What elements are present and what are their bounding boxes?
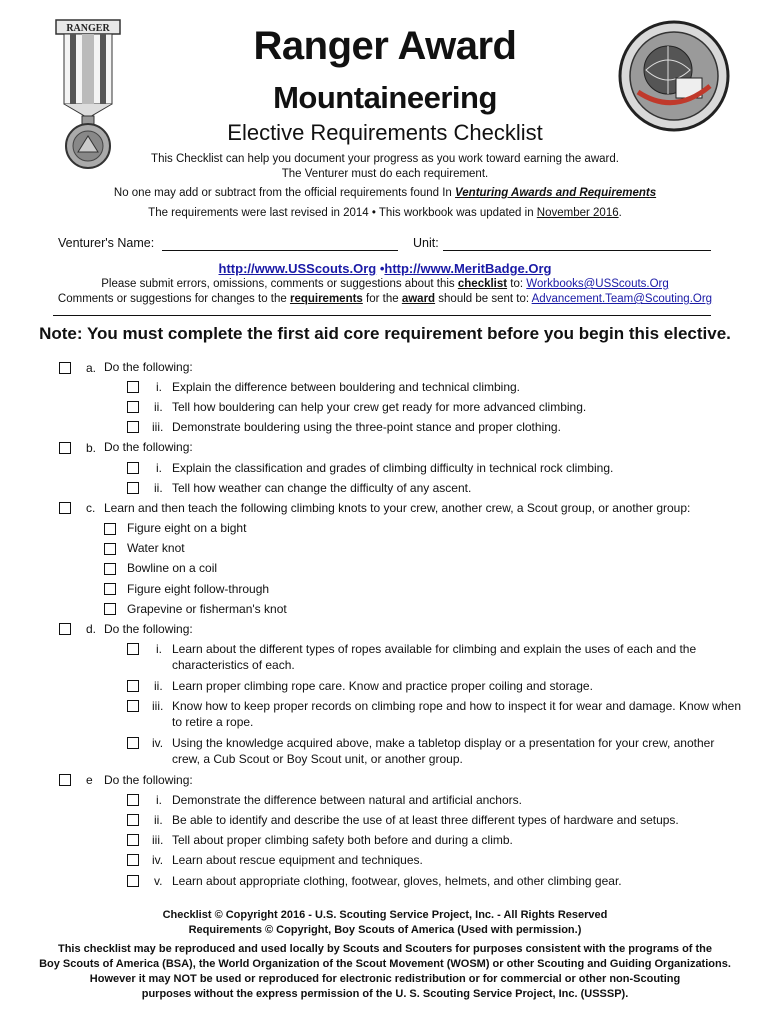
- req-b-ii-text: Tell how weather can change the difficulty of any ascent.: [172, 481, 472, 495]
- checkbox-req-d[interactable]: [59, 623, 71, 635]
- footer-copyright-2: Requirements © Copyright, Boy Scouts of America (Used with permission.): [188, 924, 582, 936]
- req-c-text: Learn and then teach the following climbing knots to your crew, another crew, a Scout group, or another group:: [104, 501, 691, 515]
- checkbox-req-e-iv[interactable]: [127, 854, 139, 866]
- knot-1-text: Figure eight on a bight: [127, 521, 247, 535]
- req-d-ii-text: Learn proper climbing rope care. Know and practice proper coiling and storage.: [172, 679, 593, 693]
- req-d-i-text-cont: characteristics of each.: [172, 658, 295, 672]
- meritbadge-link[interactable]: http://www.MeritBadge.Org: [384, 261, 552, 276]
- checkbox-knot-1[interactable]: [104, 523, 116, 535]
- checkbox-req-d-iv[interactable]: [127, 737, 139, 749]
- footer-copyright-1: Checklist © Copyright 2016 - U.S. Scouting Service Project, Inc. - All Rights Reserved: [162, 909, 608, 921]
- changes-line: Comments or suggestions for changes to the requirements for the award should be sent to: Advancement.Team@Scouting.Org: [57, 293, 713, 305]
- checkbox-req-d-ii[interactable]: [127, 680, 139, 692]
- checkbox-req-a-iii[interactable]: [127, 421, 139, 433]
- knot-5-text: Grapevine or fisherman's knot: [127, 602, 287, 616]
- usscouts-link[interactable]: http://www.USScouts.Org: [218, 261, 377, 276]
- footer-usage-2: Boy Scouts of America (BSA), the World Organization of the Scout Movement (WOSM) or other Scouting and Guiding Organizations.: [39, 958, 731, 970]
- page-title: Ranger Award: [253, 24, 517, 68]
- checkbox-req-c[interactable]: [59, 502, 71, 514]
- checkbox-knot-4[interactable]: [104, 583, 116, 595]
- knot-4-text: Figure eight follow-through: [127, 582, 270, 596]
- checkbox-knot-5[interactable]: [104, 603, 116, 615]
- req-e-v-text: Learn about appropriate clothing, footwear, gloves, helmets, and other climbing gear.: [172, 874, 622, 888]
- knot-2-text: Water knot: [127, 541, 185, 555]
- revision-date: November 2016: [536, 207, 619, 219]
- req-e-iii-text: Tell about proper climbing safety both before and during a climb.: [172, 833, 513, 847]
- req-e-text: Do the following:: [104, 773, 193, 787]
- errors-line: Please submit errors, omissions, comments or suggestions about this checklist to: Workbooks@USScouts.Org: [101, 278, 669, 290]
- unit-field[interactable]: [443, 236, 711, 251]
- checkbox-knot-3[interactable]: [104, 563, 116, 575]
- footer-usage-1: This checklist may be reproduced and used locally by Scouts and Scouters for purposes consistent with the programs of the: [57, 943, 713, 955]
- checkbox-req-e-iii[interactable]: [127, 834, 139, 846]
- req-a-i-text: Explain the difference between bouldering and technical climbing.: [172, 380, 521, 394]
- req-d-text: Do the following:: [104, 622, 193, 636]
- unit-label: Unit:: [413, 236, 439, 250]
- venturer-name-label: Venturer's Name:: [58, 236, 155, 250]
- req-e-iv-text: Learn about rescue equipment and techniques.: [172, 853, 423, 867]
- revision-line: The requirements were last revised in 2014 • This workbook was updated in November 2016.: [148, 207, 622, 219]
- req-b-i-text: Explain the classification and grades of climbing difficulty in technical rock climbing.: [172, 461, 614, 475]
- footer-usage-4: purposes without the express permission of the U. S. Scouting Service Project, Inc. (USSSP).: [141, 988, 629, 1000]
- checkbox-req-d-i[interactable]: [127, 643, 139, 655]
- req-a-ii-text: Tell how bouldering can help your crew get ready for more advanced climbing.: [172, 400, 587, 414]
- req-d-iv-text-cont: crew, a Cub Scout or Boy Scout unit, or another group.: [172, 752, 463, 766]
- req-d-i-text: Learn about the different types of ropes available for climbing and explain the uses of each and the: [172, 642, 697, 656]
- advancement-email-link[interactable]: Advancement.Team@Scouting.Org: [531, 293, 713, 305]
- svg-text:RANGER: RANGER: [66, 23, 110, 34]
- req-a-iii-text: Demonstrate bouldering using the three-point stance and proper clothing.: [172, 420, 561, 434]
- checkbox-req-b-i[interactable]: [127, 462, 139, 474]
- req-d-iv-text: Using the knowledge acquired above, make a tabletop display or a presentation for your crew, another: [172, 736, 715, 750]
- first-aid-note: Note: You must complete the first aid core requirement before you begin this elective.: [39, 324, 731, 343]
- req-e-ii-text: Be able to identify and describe the use of at least three different types of hardware and setups.: [172, 813, 679, 827]
- checkbox-req-a-ii[interactable]: [127, 401, 139, 413]
- checkbox-req-d-iii[interactable]: [127, 700, 139, 712]
- checkbox-knot-2[interactable]: [104, 543, 116, 555]
- checkbox-req-b-ii[interactable]: [127, 482, 139, 494]
- footer-usage-3: However it may NOT be used or reproduced for electronic redistribution or for commercial or other non-Scouting: [89, 973, 681, 985]
- divider: [53, 315, 711, 316]
- req-a-text: Do the following:: [104, 360, 193, 374]
- checkbox-req-e-v[interactable]: [127, 875, 139, 887]
- req-d-iii-text-cont: to retire a rope.: [172, 715, 254, 729]
- req-b-text: Do the following:: [104, 440, 193, 454]
- checkbox-req-e[interactable]: [59, 774, 71, 786]
- intro-line-2: The Venturer must do each requirement.: [281, 168, 489, 180]
- official-requirements-line: No one may add or subtract from the official requirements found In Venturing Awards and Requirements: [113, 187, 657, 199]
- req-d-iii-text: Know how to keep proper records on climbing rope and how to inspect it for wear and damage. Know when: [172, 699, 741, 713]
- page-subtitle: Mountaineering: [273, 80, 497, 115]
- checklist-heading: Elective Requirements Checklist: [227, 120, 543, 145]
- checkbox-req-e-ii[interactable]: [127, 814, 139, 826]
- venturer-name-field[interactable]: [162, 236, 398, 251]
- official-book-title: Venturing Awards and Requirements: [455, 187, 657, 199]
- intro-line-1: This Checklist can help you document your progress as you work toward earning the award.: [151, 153, 619, 165]
- workbooks-email-link[interactable]: Workbooks@USScouts.Org: [526, 278, 669, 290]
- checkbox-req-a[interactable]: [59, 362, 71, 374]
- req-e-i-text: Demonstrate the difference between natural and artificial anchors.: [172, 793, 522, 807]
- checkbox-req-b[interactable]: [59, 442, 71, 454]
- knot-3-text: Bowline on a coil: [127, 561, 218, 575]
- checkbox-req-e-i[interactable]: [127, 794, 139, 806]
- website-links: http://www.USScouts.Org •http://www.MeritBadge.Org: [218, 261, 552, 276]
- checkbox-req-a-i[interactable]: [127, 381, 139, 393]
